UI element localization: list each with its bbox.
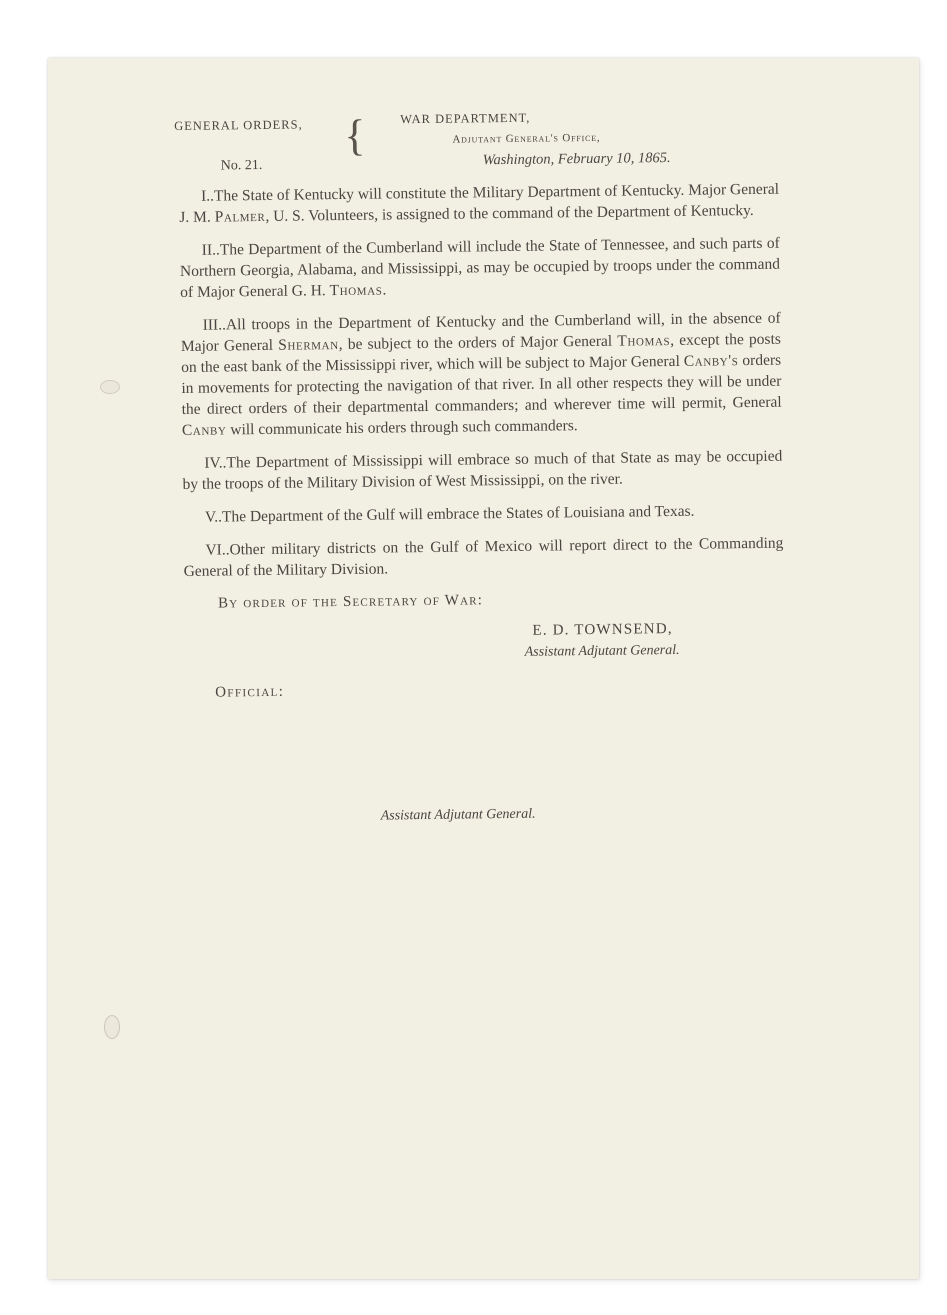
paragraph-text: orders in movements for protecting the navigation of that river. In all other respects they will be under the direct orders of their departmental commanders; and wherever time will permit, General [181,351,782,418]
paragraph-v: V..The Department of the Gulf will embrace the States of Louisiana and Texas. [204,502,695,526]
paragraph-iii [181,308,782,441]
paragraph-iv: IV..The Department of Mississippi will embrace so much of that State as may be occupied by the troops of the Military Division of West Mississippi, on the river. [182,447,783,493]
name-smallcaps: Canby's [683,352,739,370]
name-smallcaps: Thomas [329,281,383,300]
paragraph-ii [180,233,781,303]
paragraph-text: , be subject to the orders of Major General [338,332,618,354]
document-sheet [48,58,919,1279]
paragraph-text: I..The State of Kentucky will constitute the Military Department of Kentucky. Major General J. M. [179,180,780,226]
paragraph-text: , U. S. Volunteers, is assigned to the command of the Department of Kentucky. [265,201,754,225]
paper-hole-mark [100,380,120,394]
name-smallcaps: Thomas [617,332,671,350]
brace-glyph: { [344,110,366,160]
paper-hole-mark [104,1015,120,1039]
paragraph-vi: VI..Other military districts on the Gulf of Mexico will report direct to the Commanding General of the Military Division. [183,534,784,580]
signer-name: E. D. TOWNSEND, [532,620,673,639]
by-order-line: By order of the Secretary of War: [217,592,484,612]
name-smallcaps: Palmer [214,207,266,226]
general-orders-label: GENERAL ORDERS, [174,117,303,134]
paragraph-text: , except the posts on the east bank of the Mississippi river, which will be subject to Major General [181,330,781,376]
order-text [174,101,787,829]
order-designation [174,114,345,177]
signer-title: Assistant Adjutant General. [524,642,680,660]
order-number: No. 21. [220,157,263,174]
paragraph-i [179,179,779,228]
official-signer-title: Assistant Adjutant General. [380,806,536,824]
place-date: Washington, February 10, 1865. [482,149,671,169]
name-smallcaps: Sherman [278,336,339,354]
office-name: Adjutant General's Office, [452,131,601,146]
paragraph-text: II..The Department of the Cumberland will include the State of Tennessee, and such parts of Northern Georgia, Alabama, and Mississippi, as may be occupied by troops under the command of Major General G. H. [179,234,781,301]
paragraph-text: will communicate his orders through such commanders. [226,417,578,439]
order-header [174,101,779,186]
name-smallcaps: Canby [181,421,227,439]
paragraph-text: III..All troops in the Department of Kentucky and the Cumberland will, in the absence of Major General [180,309,781,355]
paragraph-text: . [382,281,387,299]
issuing-office [400,105,761,172]
official-label: Official: [215,683,285,701]
department-name: WAR DEPARTMENT, [400,110,531,127]
